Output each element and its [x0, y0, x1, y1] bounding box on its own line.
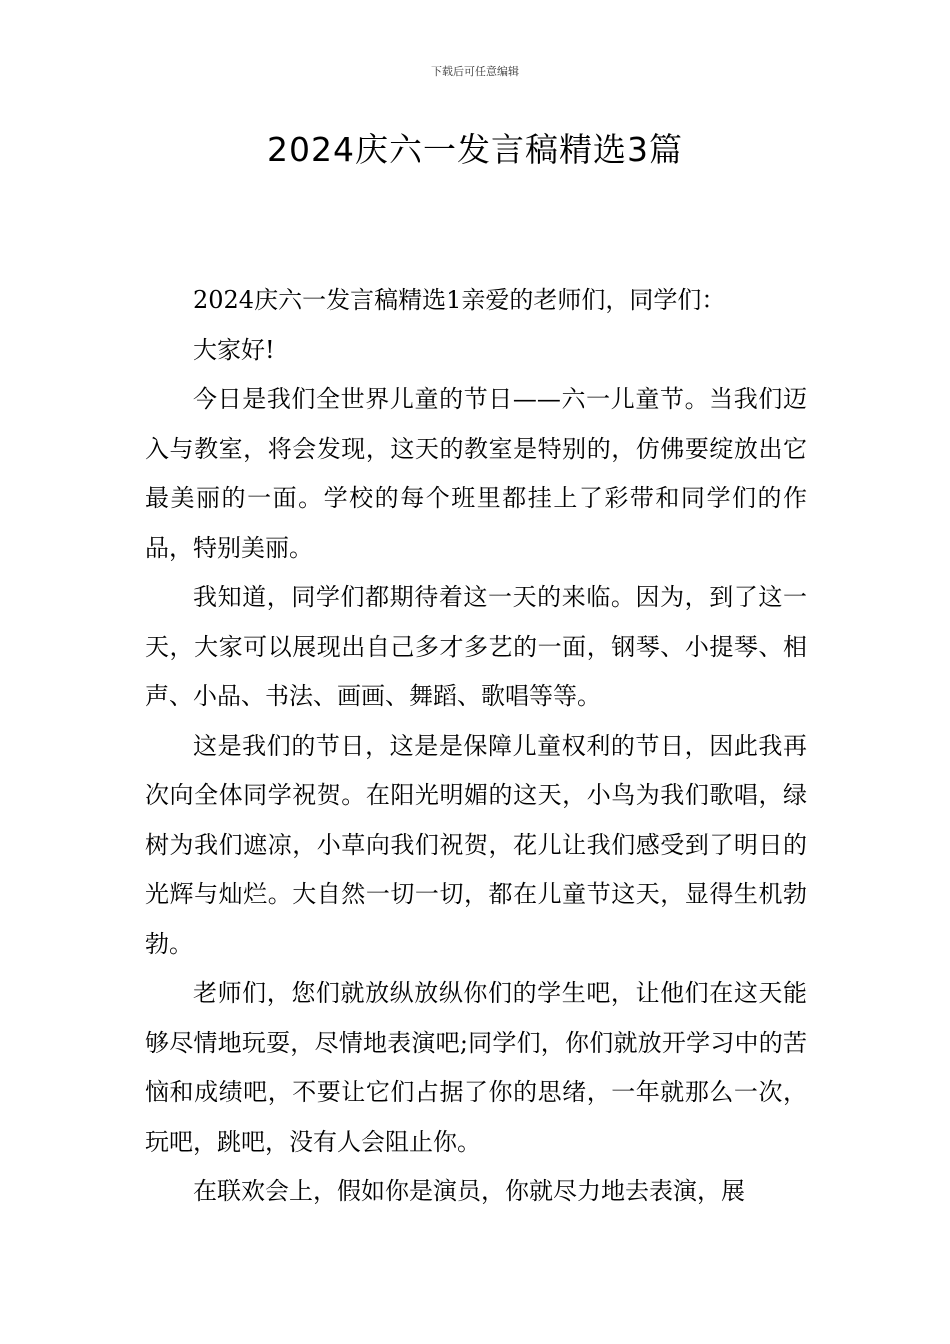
paragraph-greeting-line: 2024庆六一发言稿精选1亲爱的老师们，同学们： — [193, 286, 726, 314]
paragraph-teachers-students: 老师们，您们就放纵放纵你们的学生吧，让他们在这天能够尽情地玩耍，尽情地表演吧;同学们，你们就放开学习中的苦恼和成绩吧，不要让它们占据了你的思绪，一年就那么一次，玩吧，跳吧，没有人会阻止你。 — [145, 979, 807, 1156]
paragraph-hello: 大家好! — [193, 335, 275, 364]
paragraph-party: 在联欢会上，假如你是演员，你就尽力地去表演，展 — [193, 1177, 745, 1205]
document-title: 2024庆六一发言稿精选3篇 — [267, 130, 683, 169]
header-note: 下载后可任意编辑 — [431, 65, 519, 78]
paragraph-childrens-day: 今日是我们全世界儿童的节日——六一儿童节。当我们迈入与教室，将会发现，这天的教室是特别的，仿佛要绽放出它最美丽的一面。学校的每个班里都挂上了彩带和同学们的作品，特别美丽。 — [145, 385, 807, 562]
paragraph-talents: 我知道，同学们都期待着这一天的来临。因为，到了这一天，大家可以展现出自己多才多艺的一面，钢琴、小提琴、相声、小品、书法、画画、舞蹈、歌唱等等。 — [145, 583, 807, 710]
paragraph-nature: 这是我们的节日，这是是保障儿童权利的节日，因此我再次向全体同学祝贺。在阳光明媚的这天，小鸟为我们歌唱，绿树为我们遮凉，小草向我们祝贺，花儿让我们感受到了明日的光辉与灿烂。大自然一切一切，都在儿童节这天，显得生机勃勃。 — [145, 731, 807, 958]
document-body — [145, 276, 807, 1217]
